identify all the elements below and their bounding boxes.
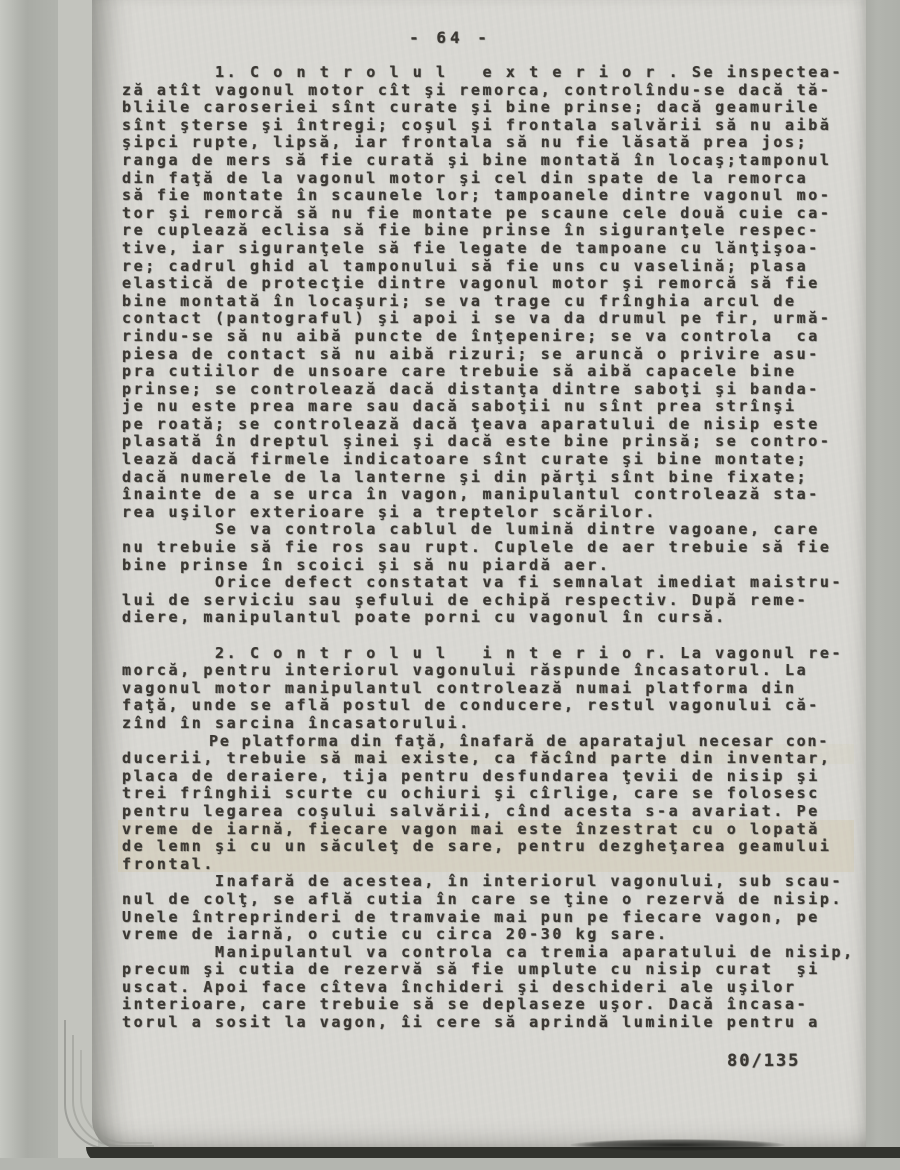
typewritten-line: pra cutiilor de unsoare care trebuie să aibă capacele bine (122, 362, 797, 381)
typewritten-line: dacă numerele de la lanterne şi din părţi sînt bine fixate; (122, 467, 809, 486)
typewritten-line: rindu-se să nu aibă puncte de înţepenire; se va controla ca (122, 326, 820, 345)
typewritten-line: 1. C o n t r o l u l e x t e r i o r . Se inspectea- (122, 63, 844, 81)
typewritten-line: sînt şterse şi întregi; coşul şi frontala salvării să nu aibă (122, 115, 832, 134)
typewritten-line: tor şi remorcă să nu fie montate pe scaune cele două cuie ca- (122, 203, 832, 222)
bottom-edge-smudge (570, 1139, 785, 1151)
typewritten-line: bliile caroseriei sînt curate şi bine prinse; dacă geamurile (122, 98, 820, 117)
scan-background-right (862, 0, 900, 1170)
typewritten-line: Se va controla cablul de lumină dintre vagoane, care (122, 520, 820, 539)
typewritten-line: faţă, unde se află postul de conducere, restul vagonului că- (122, 696, 820, 715)
typewritten-line: nu trebuie să fie ros sau rupt. Cuplele de aer trebuie să fie (122, 538, 832, 557)
typewritten-line: 2. C o n t r o l u l i n t e r i o r. La vagonul re- (122, 643, 844, 662)
typewritten-line: ducerii, trebuie să mai existe, ca făcînd parte din inventar, (122, 749, 832, 768)
typewritten-line: torul a sosit la vagon, îi cere să aprindă luminile pentru a (122, 1013, 820, 1032)
typewritten-line: piesa de contact să nu aibă rizuri; se aruncă o privire asu- (122, 344, 820, 363)
typewritten-line: din faţă de la vagonul motor şi cel din spate de la remorca (122, 168, 809, 187)
typewritten-line: pe roată; se controlează dacă ţeava aparatului de nisip este (122, 414, 820, 433)
typewritten-line: vreme de iarnă, o cutie cu circa 20-30 kg sare. (122, 925, 669, 944)
typewritten-line: je nu este prea mare sau dacă saboţii nu sînt prea strînşi (122, 397, 797, 416)
typewritten-line: interioare, care trebuie să se deplaseze uşor. Dacă încasa- (122, 995, 809, 1014)
typewritten-line: elastică de protecţie dintre vagonul motor şi remorcă să fie (122, 274, 820, 293)
typewritten-line (122, 627, 866, 645)
typewritten-line: Unele întreprinderi de tramvaie mai pun pe fiecare vagon, pe (122, 907, 820, 926)
typewritten-line: şipci rupte, lipsă, iar frontala să nu fie lăsată prea jos; (122, 133, 809, 152)
scan-background-left (0, 0, 60, 1170)
typewritten-line: tive, iar siguranţele să fie legate de tampoane cu lănţişoa- (122, 238, 820, 257)
typewritten-line: precum şi cutia de rezervă să fie umplute cu nisip curat şi (122, 960, 820, 979)
typewritten-line: să fie montate în scaunele lor; tampoanele dintre vagonul mo- (122, 186, 832, 205)
typewritten-line: re; cadrul ghid al tamponului să fie uns cu vaselină; plasa (122, 256, 809, 275)
typewritten-line: înainte de a se urca în vagon, manipulantul controlează sta- (122, 485, 820, 504)
typewritten-line: frontal. (122, 854, 216, 873)
typewritten-line: ranga de mers să fie curată şi bine montată în locaş;tamponul (122, 150, 832, 169)
typewritten-line: pentru legarea coşului salvării, cînd acesta s-a avariat. Pe (122, 801, 820, 820)
typewritten-line: uscat. Apoi face cîteva închideri şi deschideri ale uşilor (122, 977, 797, 996)
typewritten-line: Orice defect constatat va fi semnalat imediat maistru- (122, 573, 844, 592)
typewritten-line: diere, manipulantul poate porni cu vagonul în cursă. (122, 608, 727, 627)
typewritten-line: Inafară de acestea, în interiorul vagonului, sub scau- (122, 872, 844, 891)
typewritten-lines (122, 64, 866, 1032)
typewritten-line: prinse; se controlează dacă distanţa dintre saboţi şi banda- (122, 379, 820, 398)
typewritten-line: contact (pantograful) şi apoi i se va da drumul pe fir, urmă- (122, 309, 832, 328)
page-number: - 64 - (409, 28, 491, 47)
typewritten-line: morcă, pentru interiorul vagonului răspunde încasatorul. La (122, 661, 809, 680)
typewritten-line: lui de serviciu sau şefului de echipă respectiv. După reme- (122, 590, 809, 609)
footer-mark: 80/135 (727, 1051, 801, 1071)
typewritten-line: placa de deraiere, tija pentru desfundarea ţevii de nisip şi (122, 766, 820, 785)
typewritten-line: lează dacă firmele indicatoare sînt curate şi bine montate; (122, 450, 809, 469)
typewritten-line: de lemn şi cu un săculeţ de sare, pentru dezgheţarea geamului (122, 837, 832, 856)
typewritten-line: vreme de iarnă, fiecare vagon mai este înzestrat cu o lopată (122, 819, 820, 838)
scan-background-bottom (0, 1158, 900, 1170)
typewritten-line: zînd în sarcina încasatorului. (122, 713, 471, 732)
typewritten-line: Manipulantul va controla ca tremia aparatului de nisip, (122, 942, 855, 961)
typewritten-line: Pe platforma din faţă, înafară de aparatajul necesar con- (122, 731, 830, 750)
typewritten-line: rea uşilor exterioare şi a treptelor scărilor. (122, 502, 658, 521)
typewritten-line: bine montată în locaşuri; se va trage cu frînghia arcul de (122, 291, 797, 310)
typewritten-line: nul de colţ, se află cutia în care se ţine o rezervă de nisip. (122, 889, 844, 908)
typewritten-line: plasată în dreptul şinei şi dacă este bine prinsă; se contro- (122, 432, 832, 451)
typewritten-line: trei frînghii scurte cu ochiuri şi cîrlige, care se folosesc (122, 784, 820, 803)
typewritten-line: vagonul motor manipulantul controlează numai platforma din (122, 678, 797, 697)
typewritten-line: ză atît vagonul motor cît şi remorca, controlîndu-se dacă tă- (122, 80, 832, 99)
typewritten-line: bine prinse în scoici şi să nu piardă aer. (122, 555, 611, 574)
typewritten-line: re cuplează eclisa să fie bine prinse în siguranţele respec- (122, 221, 820, 240)
